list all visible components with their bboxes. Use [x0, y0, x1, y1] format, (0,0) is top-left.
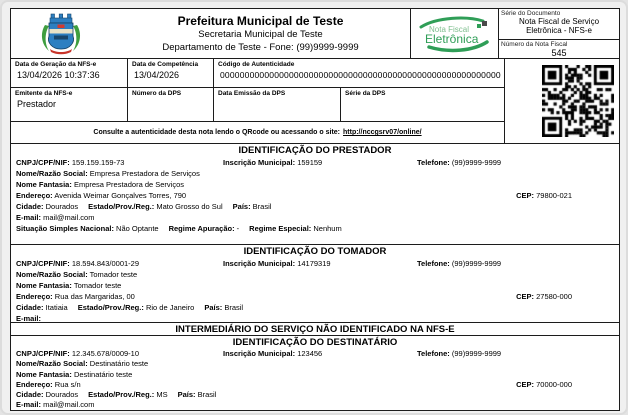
prestador-razao-value: Empresa Prestadora de Serviços [89, 169, 200, 178]
destinatario-cnpj-label: CNPJ/CPF/NIF: [16, 349, 70, 358]
dps-date-cell [214, 88, 341, 121]
nfse-logo-line2: Eletrônica [424, 31, 478, 46]
prestador-simples-label: Situação Simples Nacional: [16, 224, 114, 233]
nfse-document [10, 8, 620, 411]
tomador-estado-value: Rio de Janeiro [145, 303, 195, 312]
prestador-cep-label: CEP: [516, 191, 535, 200]
prestador-cidade-label: Cidade: [16, 202, 44, 211]
prestador-regime-apuracao-label: Regime Apuração: [168, 224, 235, 233]
destinatario-email-label: E-mail: [16, 400, 42, 410]
tomador-pais-label: País: [204, 303, 223, 312]
prestador-endereco-label: Endereço: [16, 191, 53, 200]
prestador-email-value: mail@mail.com [43, 213, 95, 222]
prestador-phone-value: (99)9999-9999 [451, 158, 502, 167]
destinatario-phone-value: (99)9999-9999 [451, 349, 502, 358]
tomador-cidade-value: Itatiaia [45, 303, 68, 312]
issuer-cell [11, 88, 128, 121]
dps-series-label: Série da DPS [345, 90, 386, 97]
prestador-cnpj-label: CNPJ/CPF/NIF: [16, 158, 70, 167]
prestador-regime-especial-value: Nenhum [313, 224, 342, 233]
destinatario-im-label: Inscrição Municipal: [223, 349, 296, 358]
doc-serie-label: Série do Documento [501, 10, 561, 17]
destinatario-fantasia-label: Nome Fantasia: [16, 369, 72, 379]
consult-link[interactable]: http://nccgsrv07/online/ [343, 129, 422, 136]
prestador-fantasia-label: Nome Fantasia: [16, 180, 72, 189]
prestador-cep-value: 79800-021 [536, 191, 572, 200]
section-prestador [11, 144, 619, 244]
destinatario-razao-label: Nome/Razão Social: [16, 359, 88, 369]
destinatario-cidade-value: Dourados [45, 390, 79, 400]
destinatario-cep-value: 70000-000 [536, 379, 572, 389]
tomador-cidade-label: Cidade: [16, 303, 44, 312]
tomador-cep-label: CEP: [516, 292, 535, 301]
prestador-cnpj-value: 159.159.159-73 [71, 158, 125, 167]
destinatario-estado-value: MS [156, 390, 168, 400]
destinatario-im-value: 123456 [297, 349, 323, 358]
qr-code-cell [504, 59, 619, 143]
competence-date-label: Data de Competência [132, 61, 199, 68]
destinatario-cidade-label: Cidade: [16, 390, 44, 400]
tomador-cnpj-label: CNPJ/CPF/NIF: [16, 259, 70, 268]
document-header [11, 9, 619, 59]
prestador-estado-value: Mato Grosso do Sul [156, 202, 223, 211]
tomador-phone-label: Telefone: [417, 259, 450, 268]
competence-date-value: 13/04/2026 [134, 70, 180, 80]
intermediario-title: INTERMEDIÁRIO DO SERVIÇO NÃO IDENTIFICADO NA NFS-E [175, 324, 455, 335]
destinatario-cep-label: CEP: [516, 379, 535, 389]
destinatario-fantasia-value: Destinatário teste [73, 369, 133, 379]
header-titles [111, 9, 410, 58]
tomador-pais-value: Brasil [224, 303, 244, 312]
destinatario-endereco-value: Rua s/n [54, 379, 81, 389]
section-tomador [11, 244, 619, 322]
generation-date-cell [11, 59, 128, 87]
prestador-pais-value: Brasil [252, 202, 272, 211]
nfse-logo-box [410, 9, 498, 58]
consult-text: Consulte a autenticidade desta nota lendo o QRcode ou acessando o site: [93, 129, 341, 136]
destinatario-phone-label: Telefone: [417, 349, 450, 358]
prestador-title: IDENTIFICAÇÃO DO PRESTADOR [238, 145, 392, 156]
department-subtitle: Departamento de Teste - Fone: (99)9999-9999 [162, 42, 359, 53]
tomador-im-label: Inscrição Municipal: [223, 259, 296, 268]
destinatario-pais-value: Brasil [197, 390, 217, 400]
destinatario-email-value: mail@mail.com [43, 400, 95, 410]
tomador-razao-label: Nome/Razão Social: [16, 270, 88, 279]
generation-date-value: 13/04/2026 10:37:36 [17, 70, 100, 80]
doc-number-value: 545 [551, 48, 567, 58]
section-intermediario [11, 322, 619, 336]
tomador-fantasia-label: Nome Fantasia: [16, 281, 72, 290]
prestador-regime-apuracao-value: - [236, 224, 240, 233]
tomador-title: IDENTIFICAÇÃO DO TOMADOR [243, 246, 387, 257]
dps-date-label: Data Emissão da DPS [218, 90, 286, 97]
dps-series-cell [341, 88, 504, 121]
tomador-cep-value: 27580-000 [536, 292, 572, 301]
destinatario-estado-label: Estado/Prov./Reg.: [88, 390, 155, 400]
doc-serie-cell [499, 9, 619, 40]
nfse-logo-line1: Nota Fiscal [428, 24, 469, 34]
municipality-coat-of-arms [11, 9, 111, 58]
auth-code-value: 000000000000000000000000000000000000000000000000000000000 [220, 70, 501, 80]
dps-number-label: Número da DPS [132, 90, 182, 97]
auth-code-label: Código de Autenticidade [218, 61, 295, 68]
municipality-title: Prefeitura Municipal de Teste [177, 14, 344, 28]
document-id-box [498, 9, 619, 58]
issuer-label: Emitente da NFS-e [15, 90, 73, 97]
tomador-estado-label: Estado/Prov./Reg.: [77, 303, 144, 312]
prestador-fantasia-value: Empresa Prestadora de Serviços [73, 180, 185, 189]
info-band [11, 59, 619, 144]
destinatario-razao-value: Destinatário teste [89, 359, 149, 369]
tomador-email-label: E-mail: [16, 314, 42, 323]
tomador-fantasia-value: Tomador teste [73, 281, 122, 290]
generation-date-label: Data de Geração da NFS-e [15, 61, 97, 68]
prestador-phone-label: Telefone: [417, 158, 450, 167]
prestador-razao-label: Nome/Razão Social: [16, 169, 88, 178]
prestador-regime-especial-label: Regime Especial: [249, 224, 312, 233]
tomador-razao-value: Tomador teste [89, 270, 138, 279]
section-destinatario [11, 336, 619, 411]
coat-of-arms-icon [38, 12, 84, 56]
competence-date-cell [128, 59, 214, 87]
qr-code [542, 65, 614, 137]
prestador-cidade-value: Dourados [45, 202, 79, 211]
prestador-estado-label: Estado/Prov./Reg.: [88, 202, 155, 211]
dps-number-cell [128, 88, 214, 121]
prestador-im-label: Inscrição Municipal: [223, 158, 296, 167]
tomador-cnpj-value: 18.594.843/0001-29 [71, 259, 140, 268]
doc-number-cell [499, 40, 619, 58]
issuer-value: Prestador [17, 99, 57, 109]
secretariat-subtitle: Secretaria Municipal de Teste [198, 29, 323, 40]
tomador-phone-value: (99)9999-9999 [451, 259, 502, 268]
destinatario-cnpj-value: 12.345.678/0009-10 [71, 349, 140, 358]
nfse-eletronica-logo-icon [415, 14, 495, 54]
destinatario-title: IDENTIFICAÇÃO DO DESTINATÁRIO [232, 337, 398, 348]
tomador-im-value: 14179319 [297, 259, 331, 268]
auth-code-cell [214, 59, 504, 87]
destinatario-pais-label: País: [177, 390, 196, 400]
prestador-email-label: E-mail: [16, 213, 42, 222]
consult-bar [11, 122, 504, 143]
doc-number-label: Número da Nota Fiscal [501, 41, 568, 48]
prestador-endereco-value: Avenida Weimar Gonçalves Torres, 790 [54, 191, 187, 200]
destinatario-endereco-label: Endereço: [16, 379, 53, 389]
prestador-pais-label: País: [232, 202, 251, 211]
tomador-endereco-label: Endereço: [16, 292, 53, 301]
doc-serie-value: Nota Fiscal de Serviço Eletrônica - NFS-e [518, 17, 600, 35]
prestador-im-value: 159159 [297, 158, 323, 167]
prestador-simples-value: Não Optante [116, 224, 159, 233]
tomador-endereco-value: Rua das Margaridas, 00 [54, 292, 135, 301]
